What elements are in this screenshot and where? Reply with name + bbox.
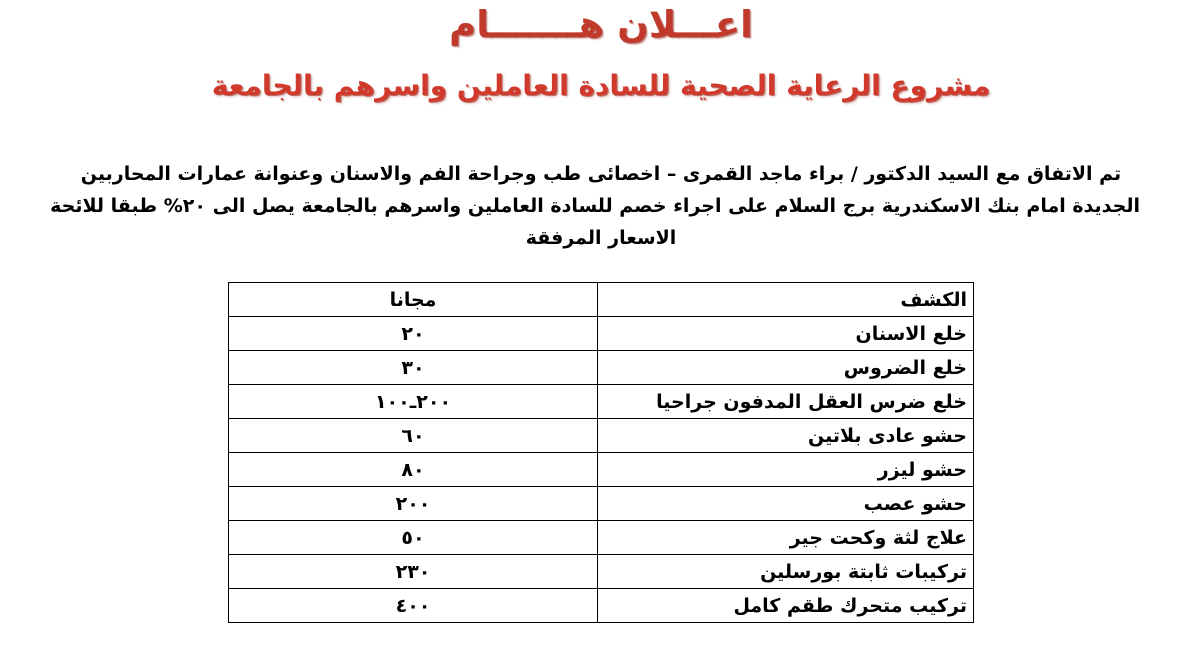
table-row: [229, 487, 974, 521]
table-body: [229, 317, 974, 623]
body-line-2: الجديدة امام بنك الاسكندرية برج السلام على اجراء خصم للسادة العاملين واسرهم بالجامعة يصل الى ٢٠% طبقا للائحة: [50, 195, 1140, 217]
service-price-cell: ٣٠: [229, 351, 598, 385]
service-price-cell: ٢٠: [229, 317, 598, 351]
service-price-cell: ٥٠: [229, 521, 598, 555]
service-price-cell: ٢٣٠: [229, 555, 598, 589]
table-header: [229, 283, 974, 317]
announcement-body: [50, 158, 1140, 254]
service-name-cell: خلع الضروس: [598, 351, 974, 385]
body-line-1: تم الاتفاق مع السيد الدكتور / براء ماجد القمرى – اخصائى طب وجراحة الفم والاسنان وعنوانة عمارات المحاربين: [80, 163, 1122, 185]
table-header-row: [229, 283, 974, 317]
service-price-cell: ٢٠٠ـ١٠٠: [229, 385, 598, 419]
service-name-cell: تركيبات ثابتة بورسلين: [598, 555, 974, 589]
announcement-headline: اعـــلان هـــــــام: [449, 3, 753, 46]
service-name-cell: حشو عادى بلاتين: [598, 419, 974, 453]
table-row: [229, 317, 974, 351]
price-list-table: [228, 282, 974, 623]
service-name-cell: حشو عصب: [598, 487, 974, 521]
table-row: [229, 385, 974, 419]
table-row: [229, 555, 974, 589]
table-row: [229, 419, 974, 453]
service-name-cell: خلع ضرس العقل المدفون جراحيا: [598, 385, 974, 419]
service-price-cell: ٦٠: [229, 419, 598, 453]
table-row: [229, 351, 974, 385]
service-name-cell: تركيب متحرك طقم كامل: [598, 589, 974, 623]
service-name-cell: خلع الاسنان: [598, 317, 974, 351]
column-header-price: مجانا: [229, 283, 598, 317]
service-name-cell: حشو ليزر: [598, 453, 974, 487]
service-price-cell: ٢٠٠: [229, 487, 598, 521]
body-line-3: الاسعار المرفقة: [525, 227, 677, 249]
table-row: [229, 453, 974, 487]
column-header-service: الكشف: [598, 283, 974, 317]
table-row: [229, 521, 974, 555]
table-row: [229, 589, 974, 623]
service-price-cell: ٤٠٠: [229, 589, 598, 623]
service-price-cell: ٨٠: [229, 453, 598, 487]
project-title-headline: مشروع الرعاية الصحية للسادة العاملين واسرهم بالجامعة: [211, 69, 991, 102]
service-name-cell: علاج لثة وكحت جير: [598, 521, 974, 555]
